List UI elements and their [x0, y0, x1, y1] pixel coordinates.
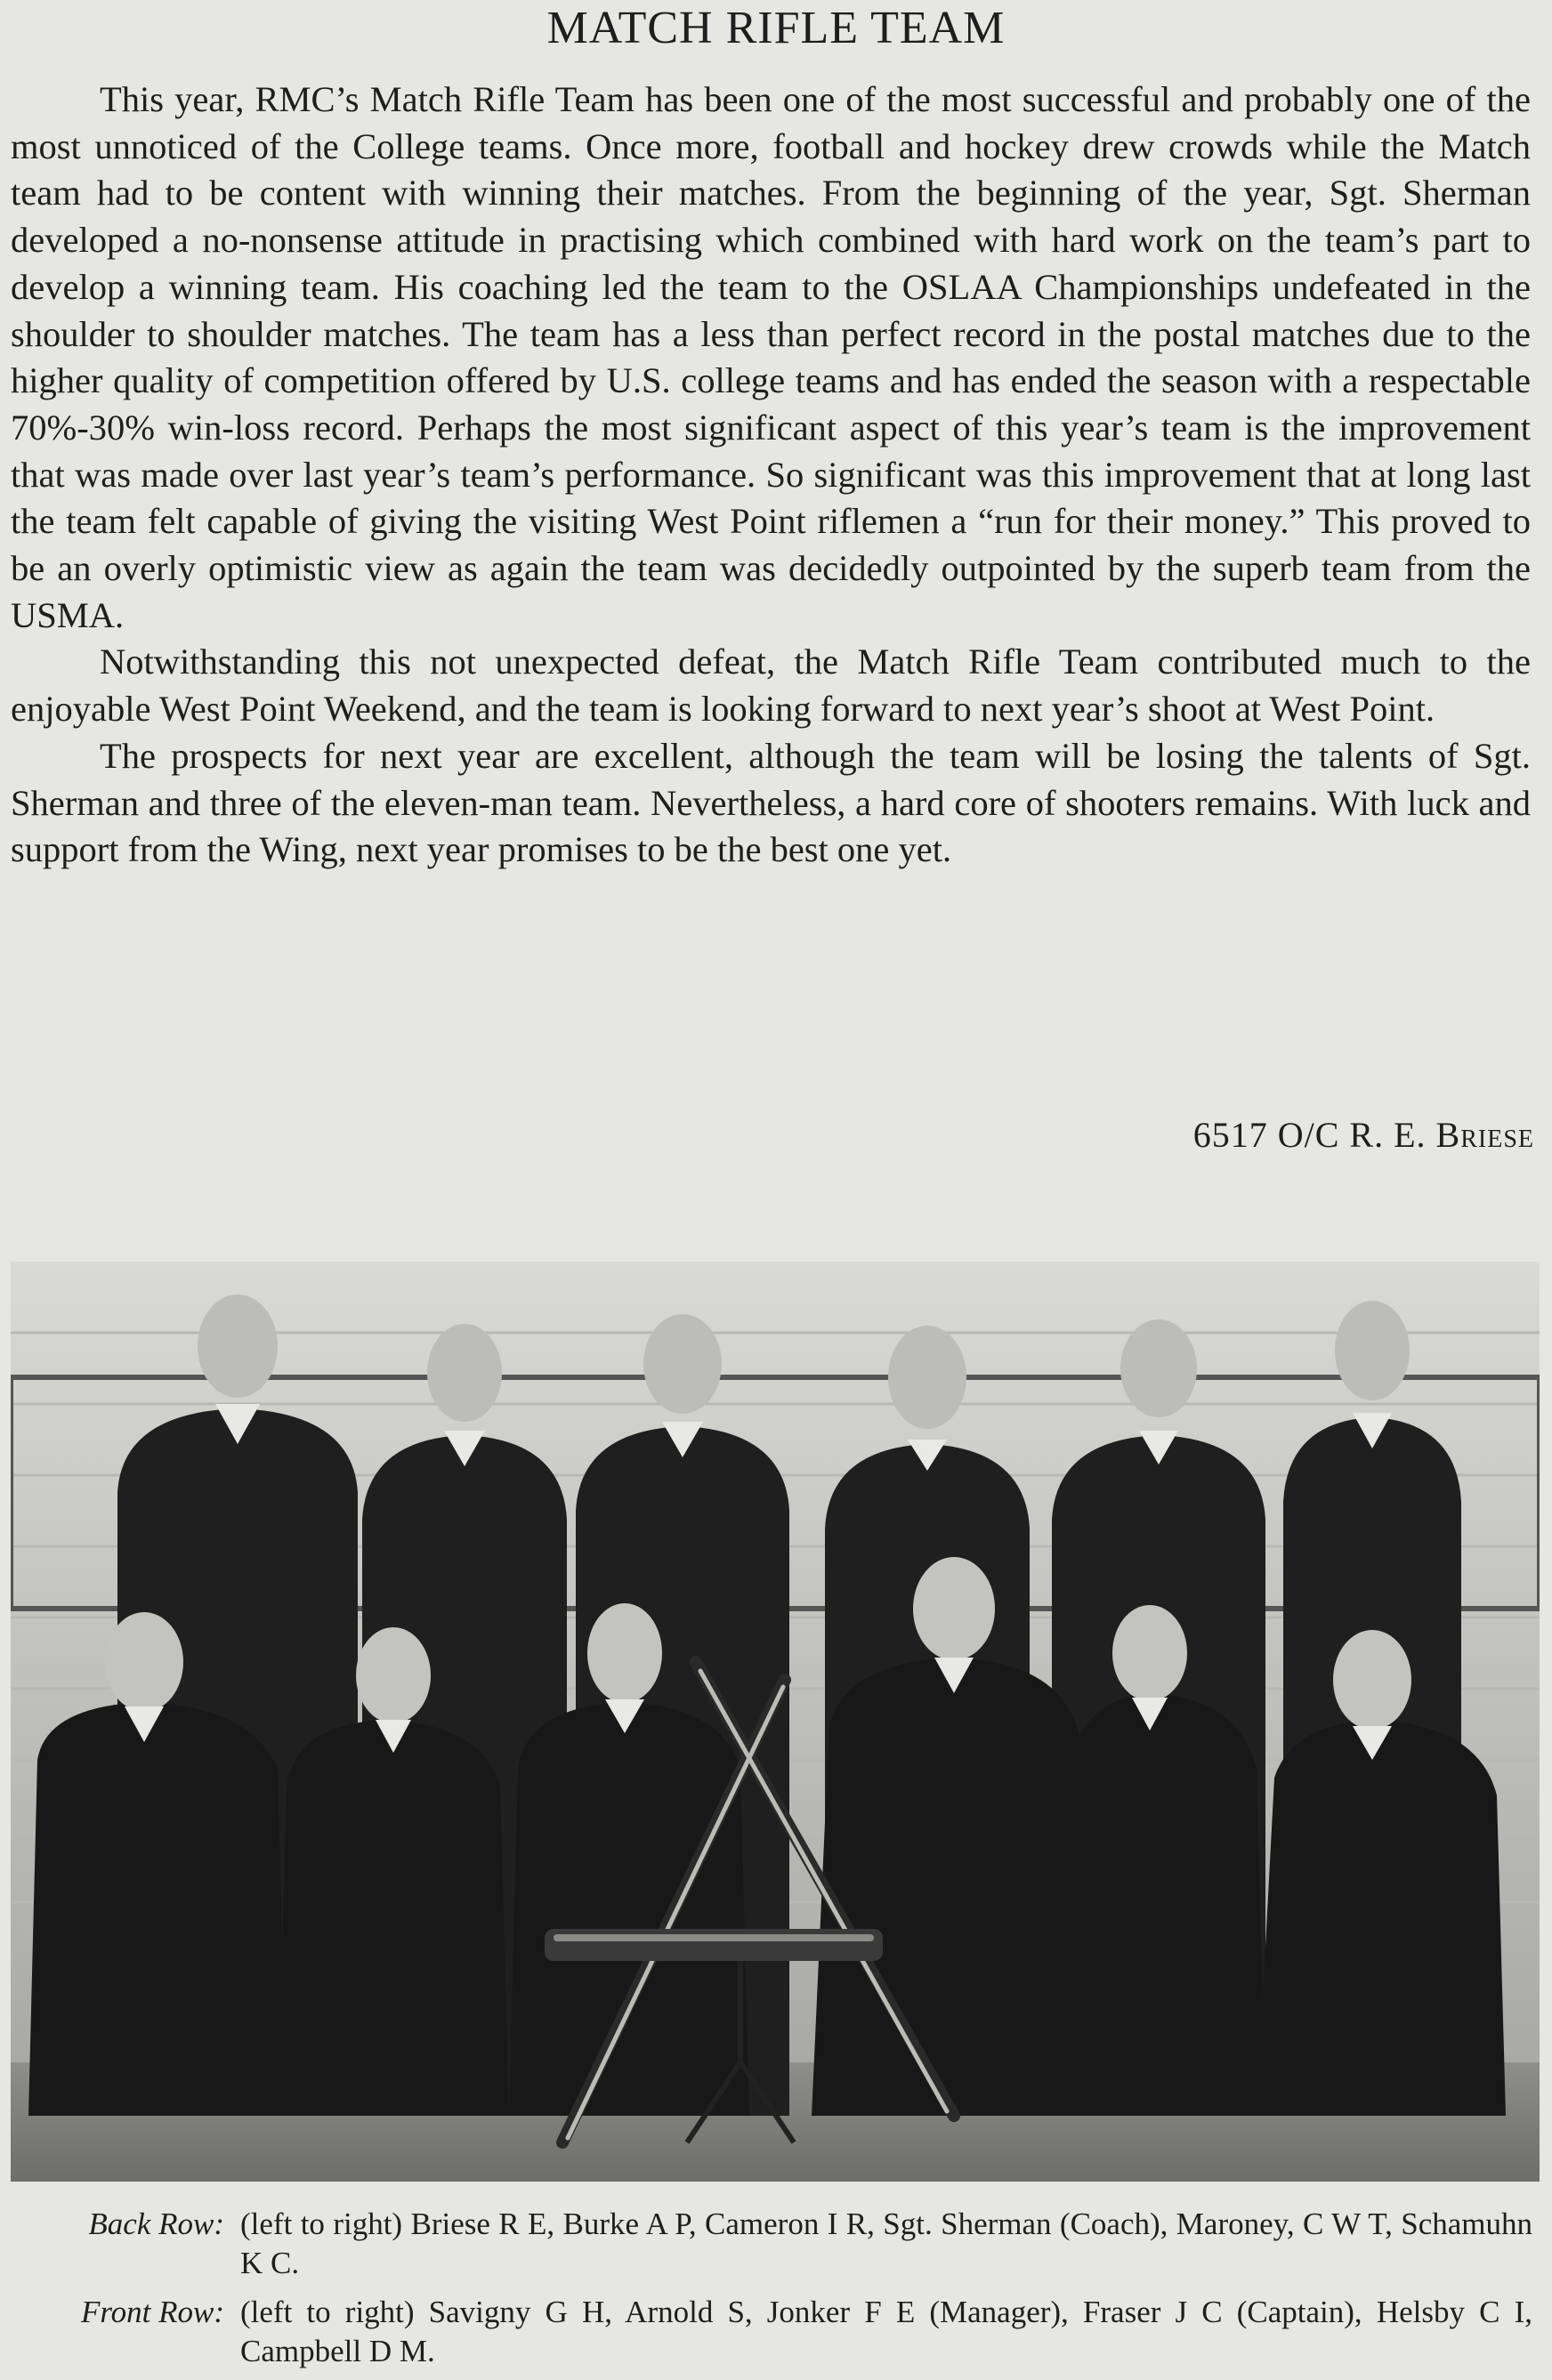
caption-back-row: [18, 2205, 1536, 2283]
spotting-scope: [545, 1929, 883, 1961]
caption-back-label: Back Row:: [88, 2207, 224, 2241]
paragraph-1: This year, RMC’s Match Rifle Team has been one of the most successful and probably one of the most unnoticed of the College teams. Once more, football and hockey drew crowds while the Match team had to be content with winning their matches. From the beginning of the year, Sgt. Sherman developed a no-nonsense attitude in practising which combined with hard work on the team’s part to develop a winning team. His coaching led the team to the OSLAA Championships undefeated in the shoulder to shoulder matches. The team has a less than perfect record in the postal matches due to the higher quality of competition offered by U.S. college teams and has ended the season with a respectable 70%-30% win-loss record. Perhaps the most significant aspect of this year’s team is the improvement that was made over last year’s team’s performance. So significant was this improvement that at long last the team felt capable of giving the visiting West Point riflemen a “run for their money.” This proved to be an overly optimistic view as again the team was decidedly outpointed by the superb team from the USMA.: [11, 79, 1531, 635]
caption-front-names: (left to right) Savigny G H, Arnold S, Jonker F E (Manager), Fraser J C (Captain), Helsby C I, Campbell D M.: [240, 2295, 1532, 2368]
author-signature: [1193, 1112, 1534, 1158]
author-name: Briese: [1435, 1115, 1534, 1155]
caption-back-names: (left to right) Briese R E, Burke A P, Cameron I R, Sgt. Sherman (Coach), Maroney, C W T, Schamuhn K C.: [240, 2207, 1532, 2280]
caption-front-label: Front Row:: [80, 2295, 224, 2329]
paragraph-3: The prospects for next year are excellent, although the team will be losing the talents of Sgt. Sherman and three of the eleven-man team. Nevertheless, a hard core of shooters remains. With luck and support from the Wing, next year promises to be the best one yet.: [11, 735, 1531, 870]
caption-front-row: [18, 2293, 1536, 2371]
team-photo: [11, 1262, 1540, 2182]
article-body: [11, 77, 1531, 874]
paragraph-2: Notwithstanding this not unexpected defeat, the Match Rifle Team contributed much to the enjoyable West Point Weekend, and the team is looking forward to next year’s shoot at West Point.: [11, 641, 1531, 730]
author-number: 6517 O/C R. E.: [1192, 1115, 1427, 1155]
spotting-scope-highlight: [554, 1934, 874, 1941]
team-photo-illustration: [11, 1262, 1540, 2182]
page-title: MATCH RIFLE TEAM: [546, 3, 1006, 53]
